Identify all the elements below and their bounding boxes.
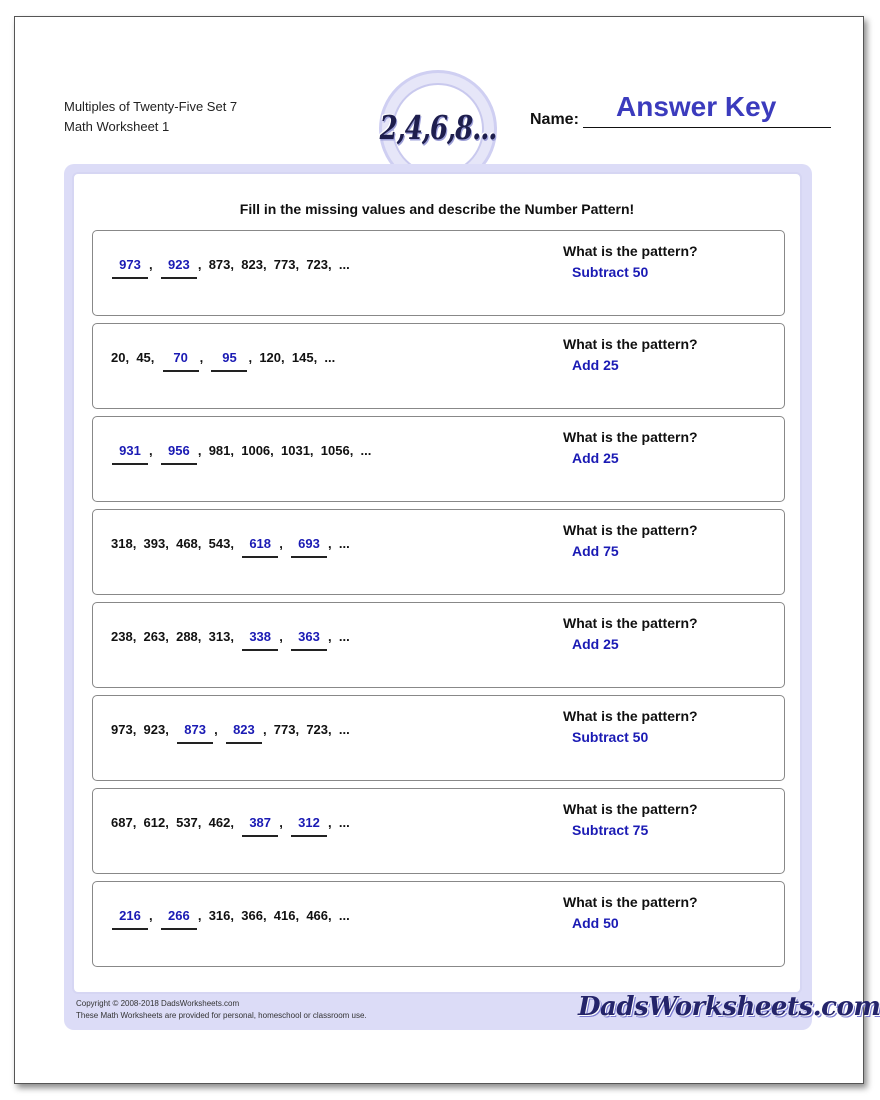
sequence-separator: , — [230, 815, 242, 830]
sequence-term: 981 — [208, 443, 231, 458]
sequence-separator: , — [214, 722, 225, 737]
sequence-separator: , — [150, 350, 162, 365]
number-sequence — [111, 904, 350, 930]
sequence-separator: , — [165, 815, 177, 830]
sequence-answer-blank: 973 — [112, 253, 148, 279]
sequence-separator: , — [149, 908, 160, 923]
sequence-answer-blank: 931 — [112, 439, 148, 465]
sequence-answer-blank: 216 — [112, 904, 148, 930]
sequence-separator: , — [197, 443, 209, 458]
sequence-term: 316 — [208, 908, 231, 923]
sequence-separator: , — [149, 257, 160, 272]
pattern-answer: Subtract 50 — [572, 264, 649, 280]
sequence-term: 468 — [176, 536, 198, 551]
sequence-answer-blank: 266 — [161, 904, 197, 930]
sequence-answer-blank: 363 — [291, 625, 327, 651]
pattern-question: What is the pattern? — [563, 615, 698, 631]
sequence-term: 462 — [208, 815, 231, 830]
sequence-separator: , — [270, 443, 281, 458]
sequence-separator: , — [248, 350, 260, 365]
sequence-separator: , — [230, 629, 242, 644]
sequence-separator: , — [132, 536, 144, 551]
usage-notice: These Math Worksheets are provided for personal, homeschool or classroom use. — [76, 1011, 367, 1020]
sequence-term: ... — [338, 536, 350, 551]
sequence-term: ... — [338, 815, 350, 830]
sequence-separator: , — [309, 443, 321, 458]
sequence-separator: , — [230, 536, 242, 551]
problem-box — [92, 788, 785, 874]
sequence-separator: , — [295, 257, 307, 272]
pattern-answer: Add 50 — [572, 915, 619, 931]
logo-inner-circle — [379, 83, 497, 175]
footer-copyright — [76, 998, 367, 1022]
sequence-term: 393 — [143, 536, 166, 551]
sequence-term: 45 — [136, 350, 151, 365]
sequence-answer-blank: 70 — [163, 346, 199, 372]
sequence-term: 466 — [306, 908, 329, 923]
sequence-separator: , — [132, 629, 144, 644]
worksheet-title — [64, 97, 237, 137]
problems-frame — [64, 164, 880, 1030]
sequence-answer-blank: 823 — [226, 718, 262, 744]
answer-key-label: Answer Key — [616, 91, 777, 122]
sequence-separator: , — [262, 722, 274, 737]
sequence-separator: , — [349, 443, 361, 458]
sequence-term: 537 — [176, 815, 198, 830]
sequence-term: 687 — [111, 815, 133, 830]
sequence-separator: , — [230, 908, 242, 923]
sequence-separator: , — [197, 536, 209, 551]
pattern-question: What is the pattern? — [563, 894, 698, 910]
problem-box — [92, 881, 785, 967]
sequence-answer-blank: 95 — [211, 346, 247, 372]
sequence-term: ... — [338, 257, 350, 272]
sequence-separator: , — [262, 908, 274, 923]
sequence-answer-blank: 338 — [242, 625, 278, 651]
sequence-separator: , — [279, 815, 291, 830]
number-sequence — [111, 625, 350, 651]
sequence-separator: , — [313, 350, 325, 365]
sequence-separator: , — [165, 536, 177, 551]
name-label: Name: — [530, 111, 579, 128]
sequence-separator: , — [165, 722, 177, 737]
sequence-separator: , — [132, 815, 144, 830]
sequence-term: ... — [338, 722, 350, 737]
number-sequence — [111, 439, 371, 465]
sequence-term: 1031 — [281, 443, 310, 458]
pattern-question: What is the pattern? — [563, 708, 698, 724]
sequence-term: 773 — [273, 257, 296, 272]
sequence-separator: , — [328, 536, 339, 551]
sequence-term: 773 — [273, 722, 296, 737]
sequence-separator: , — [279, 629, 291, 644]
pattern-answer: Subtract 75 — [572, 822, 649, 838]
sequence-term: ... — [338, 908, 350, 923]
problem-box — [92, 695, 785, 781]
sequence-term: 366 — [241, 908, 263, 923]
name-line — [583, 127, 831, 128]
sequence-separator: , — [262, 257, 274, 272]
sequence-term: 416 — [273, 908, 296, 923]
sequence-answer-blank: 873 — [177, 718, 213, 744]
pattern-answer: Add 25 — [572, 636, 619, 652]
sequence-term: 723 — [306, 722, 329, 737]
pattern-question: What is the pattern? — [563, 429, 698, 445]
sequence-term: 823 — [241, 257, 263, 272]
sequence-term: ... — [324, 350, 336, 365]
sequence-term: 1056 — [320, 443, 350, 458]
sequence-separator: , — [328, 722, 339, 737]
sequence-answer-blank: 387 — [242, 811, 278, 837]
pattern-answer: Subtract 50 — [572, 729, 649, 745]
sequence-answer-blank: 956 — [161, 439, 197, 465]
sequence-term: 313 — [208, 629, 231, 644]
pattern-answer: Add 25 — [572, 357, 619, 373]
sequence-term: 20 — [111, 350, 126, 365]
sequence-answer-blank: 693 — [291, 532, 327, 558]
sequence-answer-blank: 312 — [291, 811, 327, 837]
problem-box — [92, 323, 785, 409]
instructions: Fill in the missing values and describe the Number Pattern! — [239, 201, 635, 217]
sequence-separator: , — [230, 443, 242, 458]
sequence-term: ... — [360, 443, 372, 458]
sequence-term: ... — [338, 629, 350, 644]
logo-text: 2,4,6,8... — [379, 110, 497, 148]
sequence-separator: , — [199, 350, 211, 365]
problem-box — [92, 230, 785, 316]
problems-panel — [72, 172, 802, 994]
sequence-term: 288 — [176, 629, 198, 644]
sequence-term: 120 — [259, 350, 282, 365]
sequence-term: 145 — [291, 350, 314, 365]
worksheet-title-line1: Multiples of Twenty-Five Set 7 — [64, 99, 238, 114]
sequence-separator: , — [328, 629, 339, 644]
problem-box — [92, 509, 785, 595]
sequence-separator: , — [197, 257, 209, 272]
pattern-question: What is the pattern? — [563, 243, 698, 259]
pattern-question: What is the pattern? — [563, 336, 698, 352]
sequence-answer-blank: 618 — [242, 532, 278, 558]
pattern-question: What is the pattern? — [563, 522, 698, 538]
number-sequence — [111, 718, 350, 744]
sequence-term: 543 — [208, 536, 231, 551]
problem-box — [92, 602, 785, 688]
sequence-separator: , — [230, 257, 242, 272]
worksheet-title-line2: Math Worksheet 1 — [64, 119, 170, 134]
sequence-separator: , — [165, 629, 177, 644]
number-sequence — [111, 253, 350, 279]
sequence-separator: , — [197, 908, 209, 923]
sequence-separator: , — [328, 257, 339, 272]
sequence-separator: , — [328, 815, 339, 830]
sequence-term: 238 — [111, 629, 133, 644]
sequence-separator: , — [279, 536, 291, 551]
number-sequence — [111, 532, 350, 558]
number-sequence — [111, 811, 350, 837]
sequence-separator: , — [125, 350, 137, 365]
sequence-separator: , — [149, 443, 160, 458]
sequence-term: 873 — [208, 257, 231, 272]
sequence-separator: , — [132, 722, 144, 737]
sequence-separator: , — [295, 908, 307, 923]
problem-box — [92, 416, 785, 502]
sequence-separator: , — [281, 350, 292, 365]
sequence-separator: , — [328, 908, 339, 923]
pattern-answer: Add 75 — [572, 543, 619, 559]
sequence-term: 263 — [143, 629, 166, 644]
brand-logo: DadsWorksheets.com — [578, 992, 880, 1022]
sequence-separator: , — [197, 629, 209, 644]
sequence-term: 723 — [306, 257, 329, 272]
sequence-term: 318 — [111, 536, 133, 551]
sequence-answer-blank: 923 — [161, 253, 197, 279]
sequence-term: 973 — [111, 722, 133, 737]
number-sequence — [111, 346, 335, 372]
pattern-answer: Add 25 — [572, 450, 619, 466]
sequence-term: 923 — [143, 722, 166, 737]
sequence-separator: , — [295, 722, 307, 737]
sequence-term: 612 — [143, 815, 166, 830]
sequence-separator: , — [197, 815, 209, 830]
sequence-term: 1006 — [241, 443, 271, 458]
pattern-question: What is the pattern? — [563, 801, 698, 817]
copyright-text: Copyright © 2008-2018 DadsWorksheets.com — [76, 999, 240, 1008]
